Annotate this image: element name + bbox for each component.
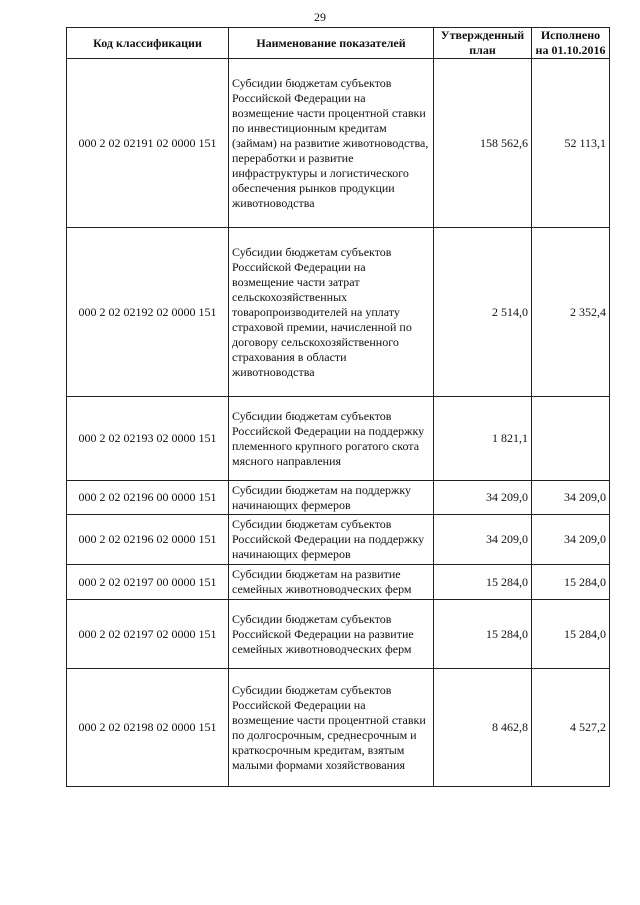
row-name: Субсидии бюджетам субъектов Российской Федерации на возмещение части процентной ставки по долгосрочным, среднесрочным и краткосрочным кредитам, взятым малыми формами хозяйствования (229, 669, 434, 787)
row-done: 2 352,4 (532, 228, 610, 397)
row-name: Субсидии бюджетам субъектов Российской Федерации на возмещение части затрат сельскохозяйственных товаропроизводителей на уплату страховой премии, начисленной по договору сельскохозяйственного страхования в области животноводства (229, 228, 434, 397)
row-done: 4 527,2 (532, 669, 610, 787)
row-code: 000 2 02 02197 00 0000 151 (67, 565, 229, 600)
table-header-row (67, 28, 610, 59)
row-plan: 1 821,1 (434, 397, 532, 481)
row-code: 000 2 02 02191 02 0000 151 (67, 59, 229, 228)
header-done: Исполнено на 01.10.2016 (532, 28, 610, 59)
row-plan: 2 514,0 (434, 228, 532, 397)
row-plan: 8 462,8 (434, 669, 532, 787)
row-plan: 158 562,6 (434, 59, 532, 228)
page-number: 29 (314, 10, 326, 24)
row-name: Субсидии бюджетам субъектов Российской Федерации на развитие семейных животноводческих ферм (229, 600, 434, 669)
row-code: 000 2 02 02193 02 0000 151 (67, 397, 229, 481)
row-done: 34 209,0 (532, 515, 610, 565)
table-row (67, 669, 610, 787)
table-row (67, 228, 610, 397)
table-row (67, 565, 610, 600)
row-code: 000 2 02 02192 02 0000 151 (67, 228, 229, 397)
row-plan: 34 209,0 (434, 481, 532, 515)
table-row (67, 397, 610, 481)
row-plan: 34 209,0 (434, 515, 532, 565)
header-plan: Утвержденный план (434, 28, 532, 59)
row-done (532, 397, 610, 481)
row-code: 000 2 02 02196 02 0000 151 (67, 515, 229, 565)
row-name: Субсидии бюджетам субъектов Российской Федерации на возмещение части процентной ставки по инвестиционным кредитам (займам) на развитие животноводства, переработки и развитие инфраструктуры и логистического обеспечения рынков продукции животноводства (229, 59, 434, 228)
row-name: Субсидии бюджетам субъектов Российской Федерации на поддержку начинающих фермеров (229, 515, 434, 565)
row-done: 15 284,0 (532, 565, 610, 600)
table-row (67, 481, 610, 515)
table-row (67, 59, 610, 228)
row-plan: 15 284,0 (434, 600, 532, 669)
header-code: Код классификации (67, 28, 229, 59)
row-code: 000 2 02 02196 00 0000 151 (67, 481, 229, 515)
table-row (67, 515, 610, 565)
row-done: 34 209,0 (532, 481, 610, 515)
row-name: Субсидии бюджетам на поддержку начинающих фермеров (229, 481, 434, 515)
row-code: 000 2 02 02198 02 0000 151 (67, 669, 229, 787)
header-name: Наименование показателей (229, 28, 434, 59)
row-code: 000 2 02 02197 02 0000 151 (67, 600, 229, 669)
row-done: 52 113,1 (532, 59, 610, 228)
row-done: 15 284,0 (532, 600, 610, 669)
table-row (67, 600, 610, 669)
row-name: Субсидии бюджетам на развитие семейных животноводческих ферм (229, 565, 434, 600)
row-name: Субсидии бюджетам субъектов Российской Федерации на поддержку племенного крупного рогатого скота мясного направления (229, 397, 434, 481)
row-plan: 15 284,0 (434, 565, 532, 600)
budget-table (66, 27, 610, 787)
